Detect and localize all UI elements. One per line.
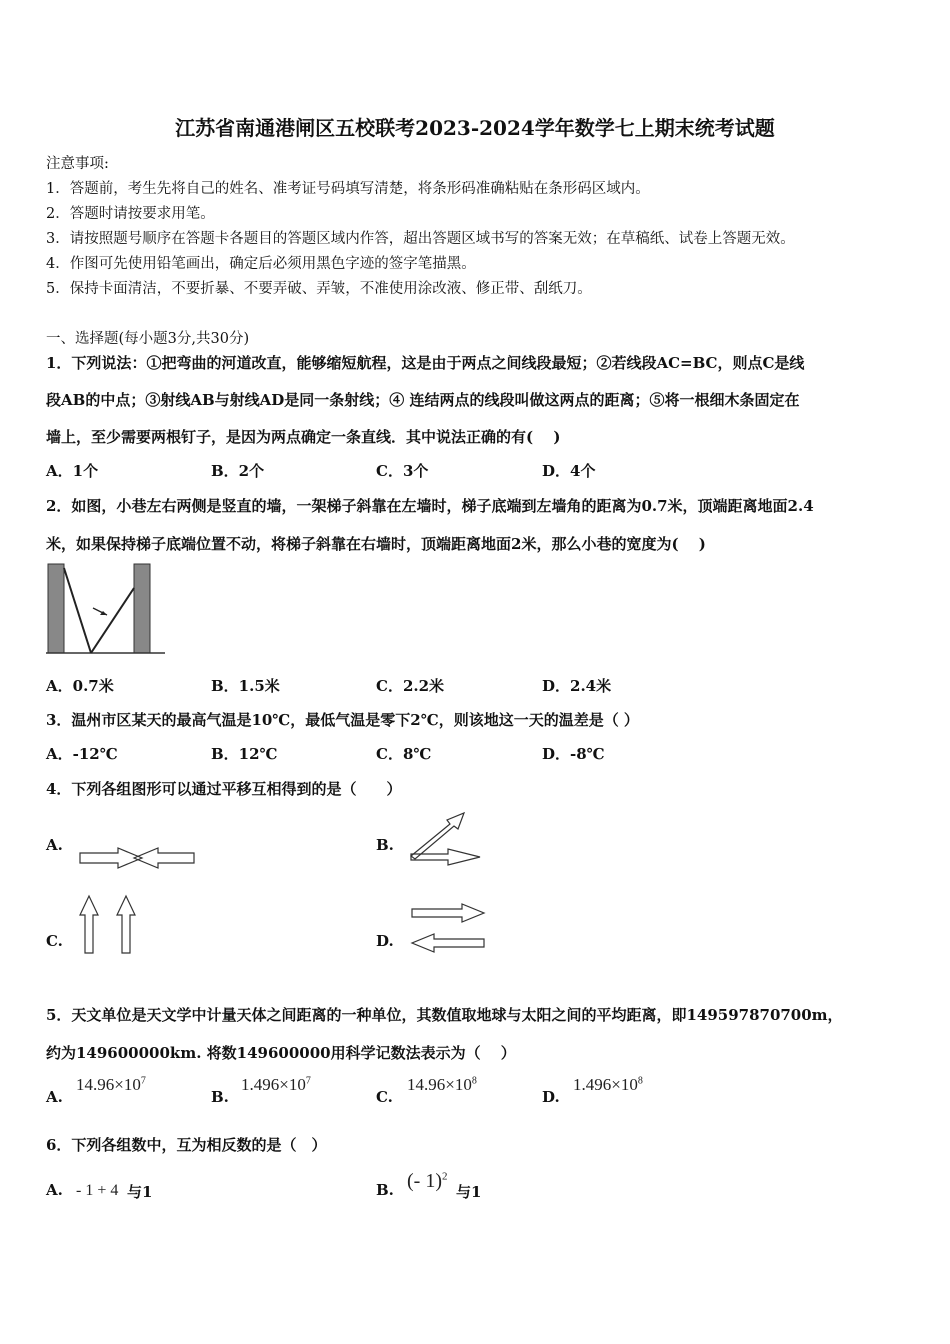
q3-text: 3．温州市区某天的最高气温是10℃，最低气温是零下2℃，则该地这一天的温差是（ ） — [46, 711, 639, 729]
q6-option-b-expr: (- 1)$^2$ — [407, 1170, 448, 1192]
q5-line: 约为149600000km. 将数149600000用科学记数法表示为（ ） — [46, 1044, 516, 1062]
q6-option-a-label: A. — [46, 1181, 63, 1199]
q2-option-c: C．2.2米 — [376, 677, 445, 695]
q1-option-c: C．3个 — [376, 462, 429, 480]
q5-option-b-value: $1.496\times 10^7$ — [241, 1075, 311, 1094]
q5-option-d-label: D. — [542, 1088, 560, 1106]
q4-option-b-label: B. — [376, 836, 394, 854]
q4-figure-b — [408, 810, 486, 870]
q2-option-a: A．0.7米 — [46, 677, 114, 695]
note-item: 1．答题前，考生先将自己的姓名、准考证号码填写清楚，将条形码准确粘贴在条形码区域内。 — [46, 181, 650, 197]
q6-option-a-expr: - 1 + 4 — [76, 1182, 119, 1199]
q2-option-b: B．1.5米 — [211, 677, 280, 695]
q6-option-b-tail: 与1 — [456, 1183, 482, 1201]
section-heading: 一、选择题(每小题3分,共30分) — [46, 331, 250, 347]
q4-option-c-label: C. — [46, 932, 63, 950]
note-item: 5．保持卡面清洁，不要折暴、不要弄破、弄皱，不准使用涂改液、修正带、刮纸刀。 — [46, 281, 592, 297]
note-item: 4．作图可先使用铅笔画出，确定后必须用黑色字迹的签字笔描黑。 — [46, 256, 476, 272]
q4-option-d-label: D. — [376, 932, 394, 950]
q1-line: 段AB的中点；③射线AB与射线AD是同一条射线；④ 连结两点的线段叫做这两点的距离；⑤将一根细木条固定在 — [46, 391, 800, 409]
q3-option-c: C．8℃ — [376, 745, 432, 763]
q4-figure-c — [78, 893, 142, 957]
note-item: 3．请按照题号顺序在答题卡各题目的答题区域内作答，超出答题区域书写的答案无效；在草稿纸、试卷上答题无效。 — [46, 231, 795, 247]
q2-line: 2．如图，小巷左右两侧是竖直的墙，一架梯子斜靠在左墙时，梯子底端到左墙角的距离为0.7米，顶端距离地面2.4 — [46, 497, 814, 515]
q6-option-a-tail: 与1 — [127, 1183, 153, 1201]
q6-text: 6．下列各组数中，互为相反数的是（ ） — [46, 1136, 327, 1154]
q1-line: 墙上，至少需要两根钉子，是因为两点确定一条直线．其中说法正确的有( ) — [46, 428, 561, 446]
q1-option-d: D．4个 — [542, 462, 596, 480]
page-title: 江苏省南通港闸区五校联考2023-2024学年数学七上期末统考试题 — [175, 116, 775, 140]
ladder-alley-figure — [44, 560, 168, 658]
q1-option-b: B．2个 — [211, 462, 265, 480]
q6-option-b-label: B. — [376, 1181, 394, 1199]
q1-option-a: A．1个 — [46, 462, 99, 480]
q1-line: 1．下列说法：①把弯曲的河道改直，能够缩短航程，这是由于两点之间线段最短；②若线段AC=BC，则点C是线 — [46, 354, 805, 372]
q4-text: 4．下列各组图形可以通过平移互相得到的是（ ） — [46, 780, 402, 798]
q4-option-a-label: A. — [46, 836, 63, 854]
q3-option-b: B．12℃ — [211, 745, 278, 763]
note-item: 2．答题时请按要求用笔。 — [46, 206, 215, 222]
q5-option-b-label: B. — [211, 1088, 229, 1106]
q2-line: 米，如果保持梯子底端位置不动，将梯子斜靠在右墙时，顶端距离地面2米，那么小巷的宽度为( ) — [46, 535, 706, 553]
q5-option-a-label: A. — [46, 1088, 63, 1106]
q5-option-d-value: $1.496\times 10^8$ — [573, 1075, 643, 1094]
q4-figure-d — [408, 900, 488, 958]
q5-option-a-value: $14.96\times 10^7$ — [76, 1075, 146, 1094]
q3-option-d: D．-8℃ — [542, 745, 605, 763]
q2-option-d: D．2.4米 — [542, 677, 612, 695]
q4-figure-a — [78, 845, 198, 871]
q3-option-a: A．-12℃ — [46, 745, 118, 763]
q5-option-c-value: $14.96\times 10^8$ — [407, 1075, 477, 1094]
q5-option-c-label: C. — [376, 1088, 393, 1106]
notes-heading: 注意事项: — [46, 156, 109, 172]
q5-line: 5．天文单位是天文学中计量天体之间距离的一种单位，其数值取地球与太阳之间的平均距离，即149597870700m， — [46, 1006, 843, 1024]
